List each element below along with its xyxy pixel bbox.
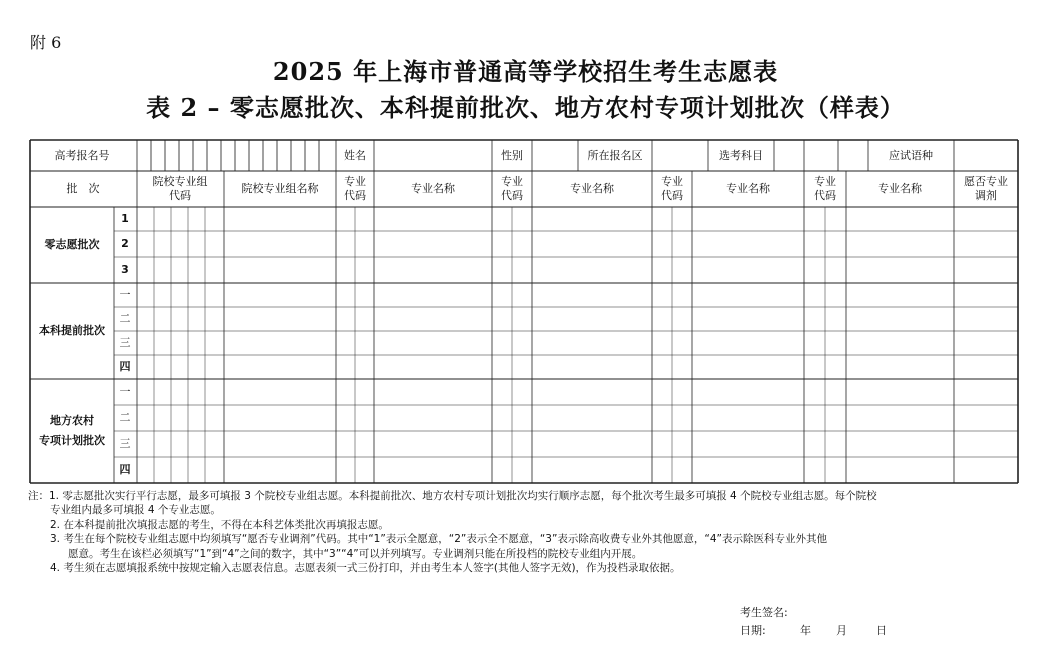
adjust-header-line1: 愿否专业 — [964, 175, 1008, 188]
major-name-header-3: 专业名称 — [726, 182, 770, 195]
batch-name-rural — [30, 379, 114, 483]
day-label: 日 — [876, 624, 887, 637]
major-code-header-3-line1: 专业 — [661, 175, 683, 188]
row-number: 1 — [121, 212, 129, 225]
major-code-header-4-line1: 专业 — [814, 175, 836, 188]
group-code-header-line2: 代码 — [169, 189, 191, 202]
major-code-header-4 — [804, 171, 846, 207]
signature-label: 考生签名: — [740, 606, 788, 619]
group-name-header: 院校专业组名称 — [241, 182, 319, 195]
note-1-line-2: 专业组内最多可填报 4 个专业志愿。 — [50, 504, 221, 517]
exam-no-label: 高考报名号 — [54, 148, 110, 162]
row-number: 三 — [119, 437, 131, 450]
note-2-line-1: 2. 在本科提前批次填报志愿的考生，不得在本科艺体类批次再填报志愿。 — [50, 518, 389, 531]
name-label: 姓名 — [344, 148, 366, 162]
major-name-header-2: 专业名称 — [570, 182, 614, 195]
group-code-header — [137, 171, 223, 207]
adjust-header-line2: 调剂 — [975, 189, 997, 202]
batch-column-header: 批 次 — [66, 182, 100, 195]
major-name-header-1: 专业名称 — [411, 182, 455, 195]
date-label: 日期: — [740, 624, 766, 637]
row-number: 2 — [121, 237, 129, 250]
major-code-header-3 — [652, 171, 692, 207]
month-label: 月 — [836, 624, 847, 637]
row-number: 二 — [119, 312, 131, 325]
major-name-header-4: 专业名称 — [878, 182, 922, 195]
row-number: 一 — [119, 288, 131, 301]
batch-name-zero: 零志愿批次 — [44, 238, 100, 251]
appendix-label: 附 6 — [30, 33, 62, 52]
row-number: 三 — [119, 336, 131, 349]
group-code-header-line1: 院校专业组 — [152, 175, 208, 188]
major-code-header-2-line2: 代码 — [501, 189, 523, 202]
gender-label: 性别 — [501, 148, 523, 162]
major-code-header-3-line2: 代码 — [661, 189, 683, 202]
year-label: 年 — [800, 624, 811, 637]
batch-name-early: 本科提前批次 — [39, 324, 105, 337]
region-label: 所在报名区 — [587, 148, 643, 162]
major-code-header-1-line2: 代码 — [344, 189, 366, 202]
note-3-line-2: 愿意。考生在该栏必须填写“1”到“4”之间的数字，其中“3”“4”可以并列填写。专业调剂只能在所投档的院校专业组内开展。 — [68, 547, 643, 560]
adjust-header — [954, 171, 1018, 207]
row-number: 四 — [119, 360, 131, 373]
language-label: 应试语种 — [889, 148, 933, 162]
note-4-line-1: 4. 考生须在志愿填报系统中按规定输入志愿表信息。志愿表须一式三份打印，并由考生本人签字(其他人签字无效)，作为投档录取依据。 — [50, 562, 681, 575]
major-code-header-1-line1: 专业 — [344, 175, 366, 188]
row-number: 二 — [119, 411, 131, 424]
note-1-line-1 — [28, 489, 1018, 503]
notes-prefix: 注： — [28, 490, 49, 502]
row-number: 一 — [119, 385, 131, 398]
row-number: 3 — [121, 263, 129, 276]
row-number: 四 — [119, 463, 131, 476]
notes-section — [28, 489, 1018, 575]
major-code-header-2-line1: 专业 — [501, 175, 523, 188]
batch-name-rural-line1: 地方农村 — [50, 414, 94, 427]
major-code-header-1 — [336, 171, 374, 207]
major-code-header-4-line2: 代码 — [814, 189, 836, 202]
note-3-line-1: 3. 考生在每个院校专业组志愿中均须填写“愿否专业调剂”代码。其中“1”表示全愿意，“2”表示全不愿意，“3”表示除高收费专业外其他愿意，“4”表示除医科专业外其他 — [50, 533, 827, 546]
batch-name-rural-line2: 专项计划批次 — [39, 434, 105, 447]
form-title: 2025 年上海市普通高等学校招生考生志愿表 — [272, 57, 779, 86]
major-code-header-2 — [492, 171, 532, 207]
form-subtitle: 表 2 – 零志愿批次、本科提前批次、地方农村专项计划批次（样表） — [146, 93, 905, 122]
subjects-label: 选考科目 — [719, 148, 763, 162]
note-text: 1. 零志愿批次实行平行志愿，最多可填报 3 个院校专业组志愿。本科提前批次、地方农村专项计划批次均实行顺序志愿，每个批次考生最多可填报 4 个院校专业组志愿。每个院校 — [49, 490, 877, 502]
